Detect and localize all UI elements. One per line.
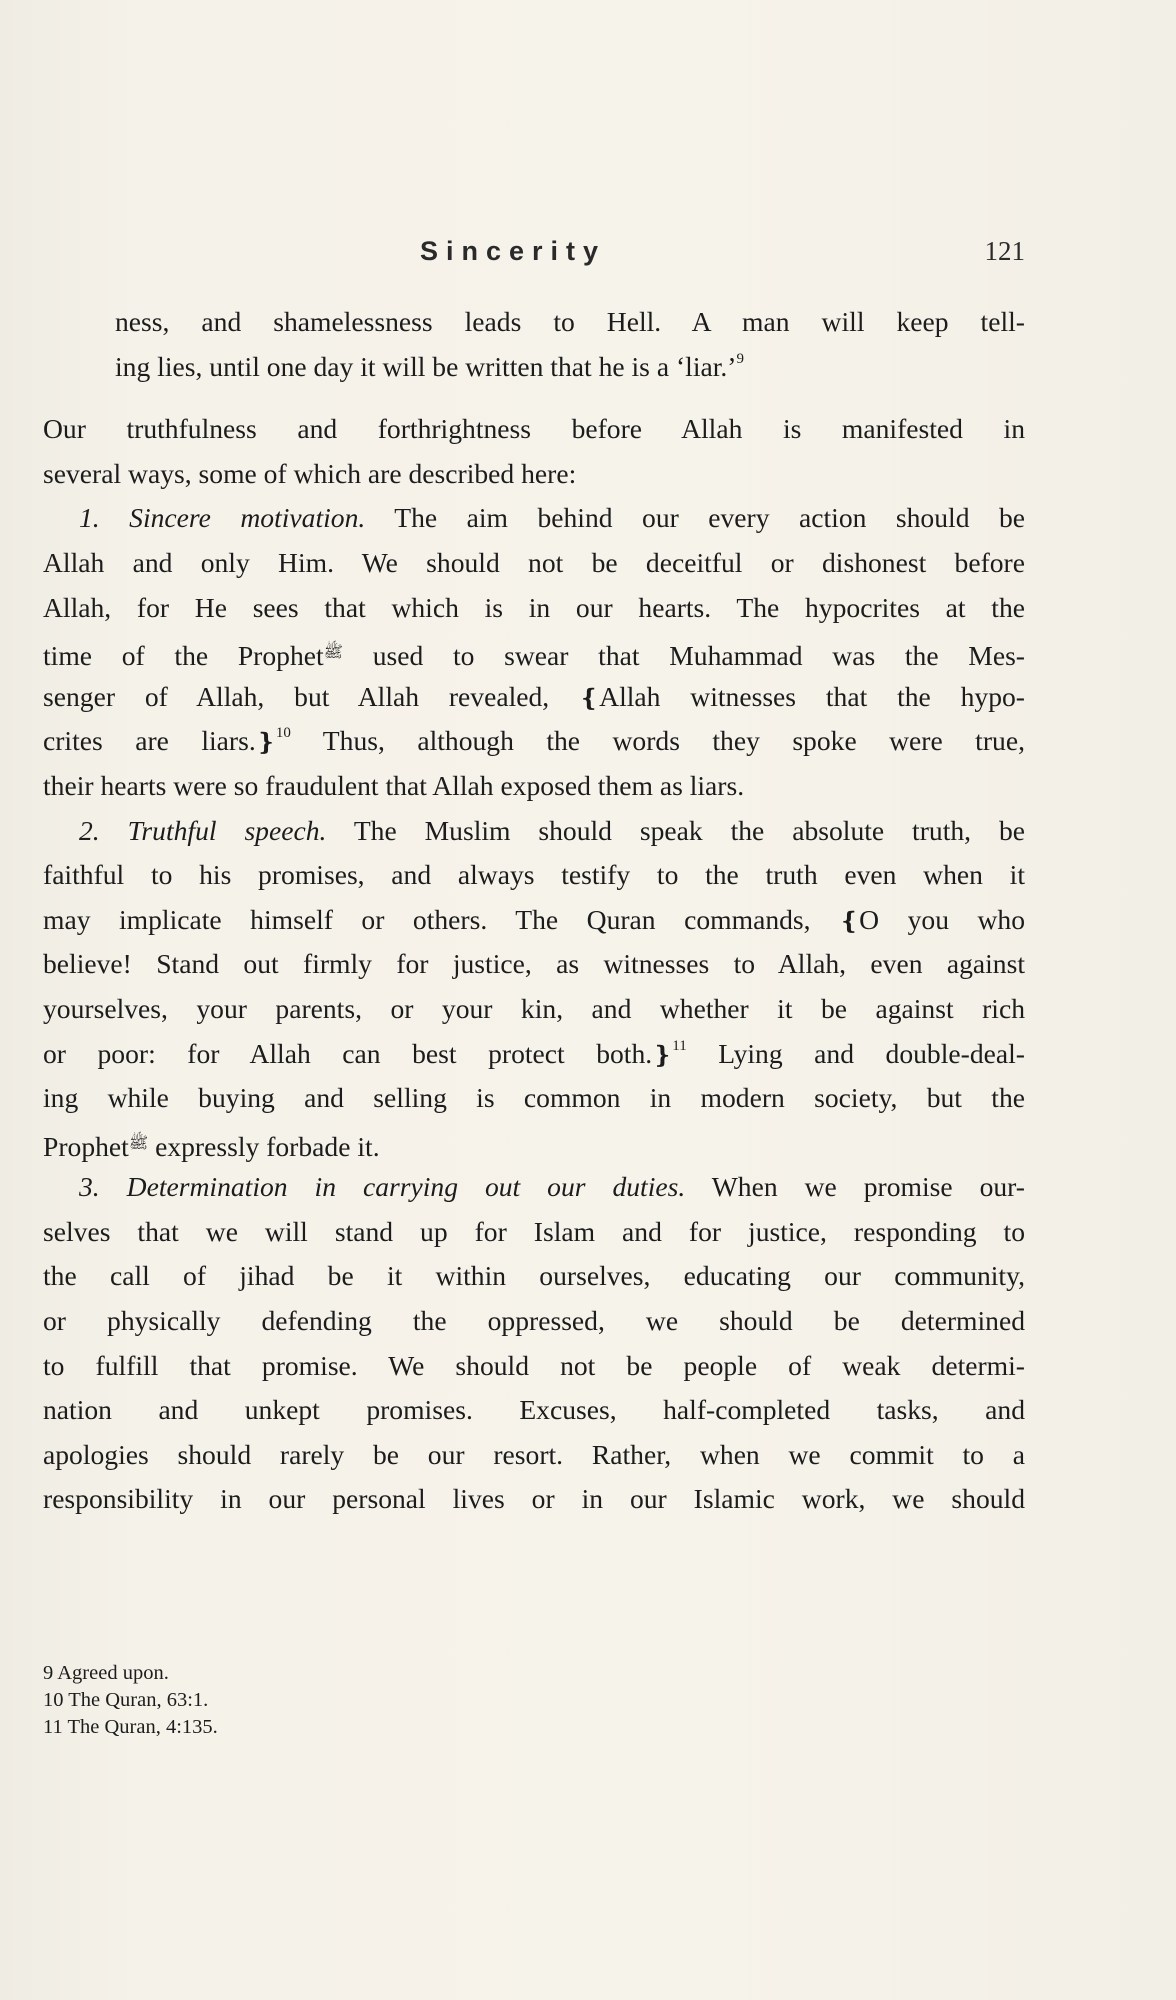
item-heading: 2. Truthful speech. [79,814,327,846]
item-sincere-motivation [43,496,1025,808]
page-header [0,236,1176,276]
text-line: Our truthfulness and forthrightness before Allah is manifested in [43,413,1025,445]
page-number: 121 [984,236,1025,266]
body-text [43,300,1025,1522]
footnote: 11 The Quran, 4:135. [43,1716,218,1738]
text-line: apologies should rarely be our resort. Rather, when we commit to a [43,1438,1025,1470]
quran-open-bracket: ❴ [839,906,860,935]
quran-close-bracket: ❵ [652,1040,673,1069]
footnote-ref: 10 [275,725,291,742]
footnote-ref: 11 [672,1037,687,1054]
text-line: the call of jihad be it within ourselves, educating our community, [43,1260,1025,1292]
text-line: several ways, some of which are described here: [43,457,577,489]
quote-line: ing lies, until one day it will be written that he is a ‘liar.’$^9$ [115,350,744,382]
hadith-quote [115,300,1025,389]
text-line: Prophet$^ﷺ$ expressly forbade it. [43,1130,380,1162]
text-line: or poor: for Allah can best protect both.❵$^{11}$ Lying and double-deal- [43,1037,1025,1069]
quran-open-bracket: ❴ [579,683,600,712]
text-line: their hearts were so fraudulent that Allah exposed them as liars. [43,769,745,801]
item-heading: 1. Sincere motivation. [79,502,366,534]
honorific-glyph: ﷺ [323,642,343,662]
text-line: nation and unkept promises. Excuses, half-completed tasks, and [43,1394,1025,1426]
running-head: Sincerity [420,236,607,266]
honorific-glyph: ﷺ [128,1132,149,1152]
text-line: may implicate himself or others. The Quran commands, ❴O you who [43,903,1026,935]
text-line: senger of Allah, but Allah revealed, ❴Allah witnesses that the hypo- [43,680,1025,712]
text-line: to fulfill that promise. We should not be people of weak determi- [43,1349,1025,1381]
text-line: Allah and only Him. We should not be deceitful or dishonest before [43,546,1025,578]
footnote: 10 The Quran, 63:1. [43,1689,209,1711]
text-line: ing while buying and selling is common in modern society, but the [43,1082,1025,1114]
text-line: yourselves, your parents, or your kin, and whether it be against rich [43,992,1025,1024]
text-line: 1. Sincere motivation. The aim behind our every action should be [79,502,1025,534]
intro-paragraph [43,407,1025,496]
quran-close-bracket: ❵ [255,728,276,757]
text-line: responsibility in our personal lives or in our Islamic work, we should [43,1483,1025,1515]
text-line: believe! Stand out firmly for justice, as witnesses to Allah, even against [43,948,1025,980]
item-truthful-speech [43,809,1025,1166]
text-line: 2. Truthful speech. The Muslim should speak the absolute truth, be [79,814,1026,846]
footnote: 9 Agreed upon. [43,1662,169,1684]
text-line: 3. Determination in carrying out our duties. When we promise our- [79,1171,1025,1203]
text-line: crites are liars.❵$^{10}$ Thus, although the words they spoke were true, [43,725,1025,757]
text-line: selves that we will stand up for Islam and for justice, responding to [43,1215,1025,1247]
text-line: time of the Prophet$^ﷺ$ used to swear that Muhammad was the Mes- [43,640,1026,672]
footnote-ref: 9 [736,350,744,367]
item-heading: 3. Determination in carrying out our duties. [79,1171,686,1203]
footnotes [43,1660,218,1741]
item-determination [43,1165,1025,1522]
quote-line: ness, and shamelessness leads to Hell. A man will keep tell- [115,306,1025,337]
text-line: or physically defending the oppressed, we should be determined [43,1305,1025,1337]
text-line: Allah, for He sees that which is in our hearts. The hypocrites at the [43,591,1025,623]
text-line: faithful to his promises, and always testify to the truth even when it [43,859,1025,891]
